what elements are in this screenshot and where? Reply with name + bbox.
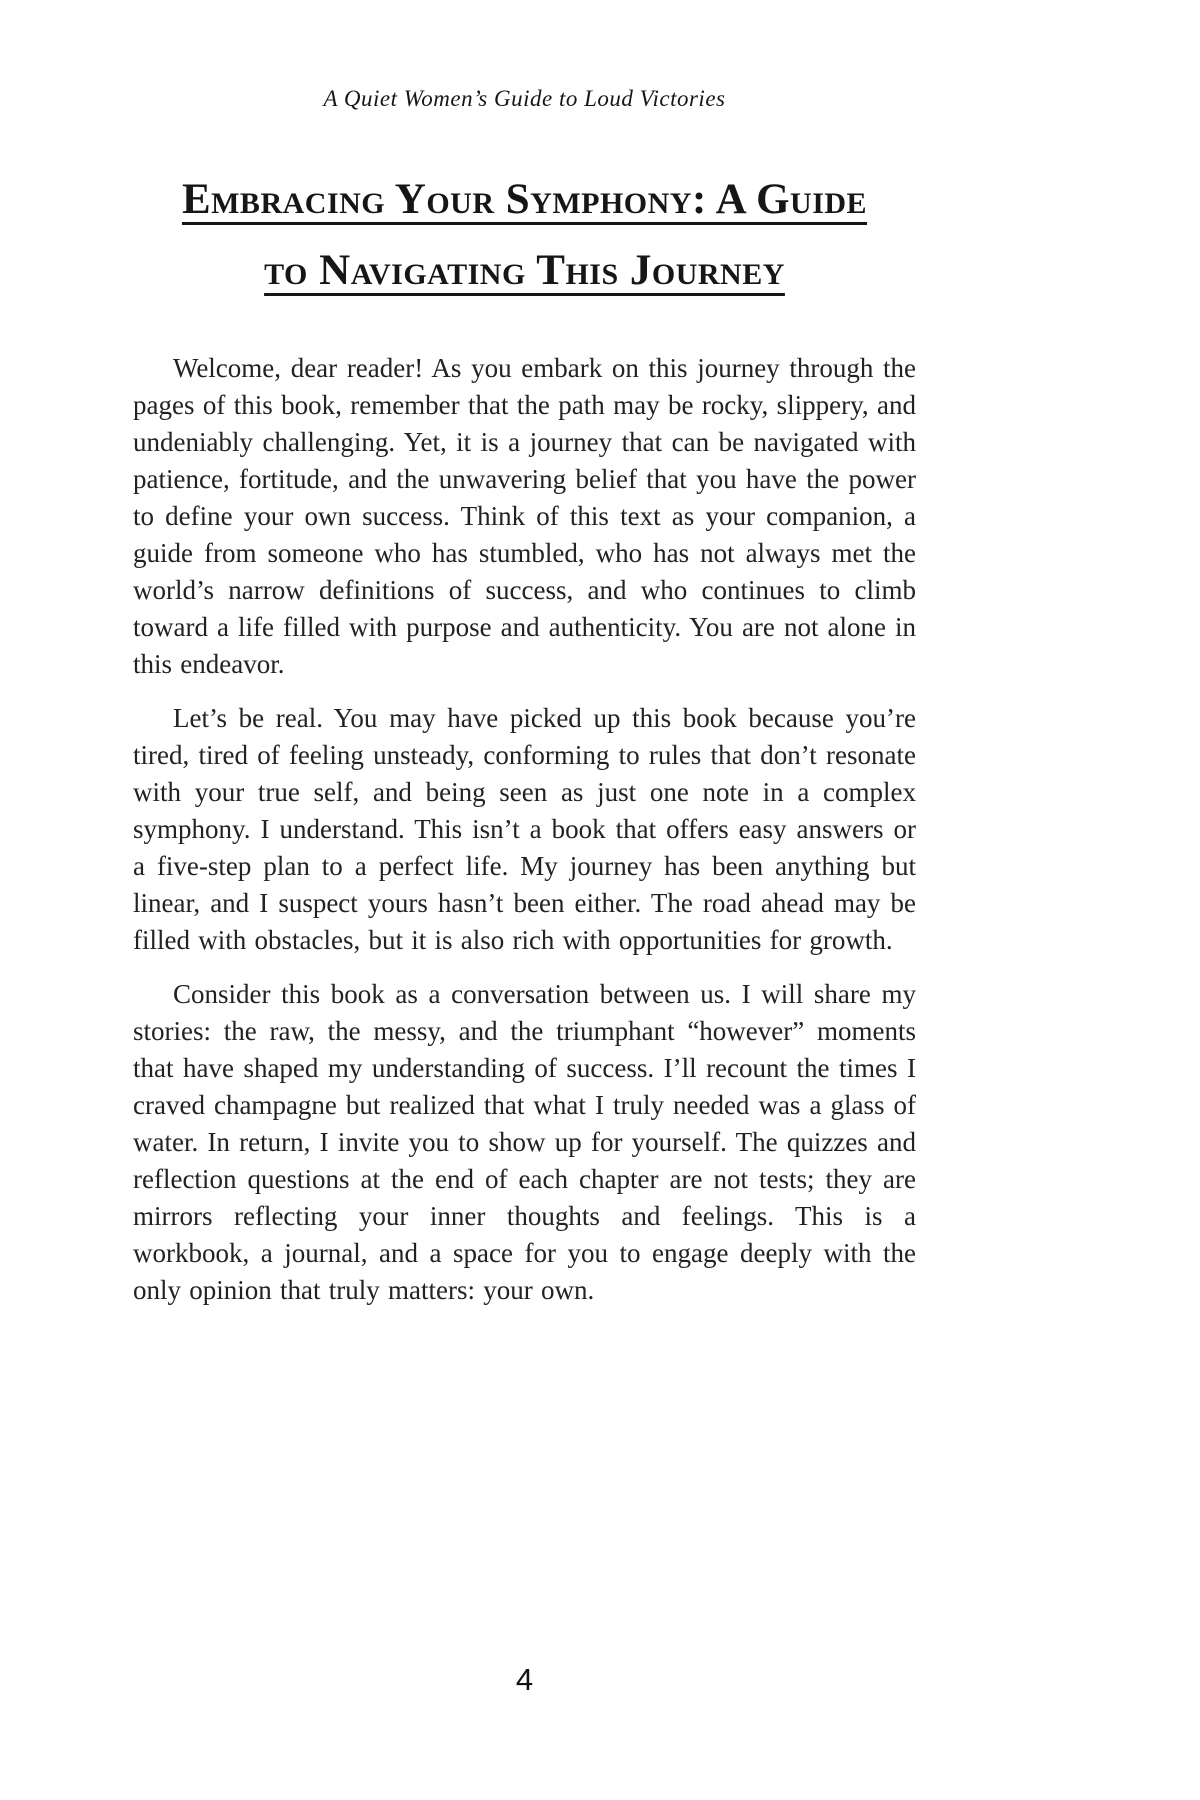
chapter-body: [133, 350, 916, 1309]
chapter-title-line-2: to Navigating This Journey: [264, 247, 785, 294]
text-column: [133, 0, 916, 1326]
paragraph-lets-be-real: Let’s be real. You may have picked up this book because you’re tired, tired of feeling unsteady, conforming to rules that don’t resonate with your true self, and being seen as just one note in a complex symphony. I understand. This isn’t a book that offers easy answers or a five-step plan to a perfect life. My journey has been anything but linear, and I suspect yours hasn’t been either. The road ahead may be filled with obstacles, but it is also rich with opportunities for growth.: [133, 703, 916, 955]
chapter-title: [133, 164, 916, 306]
running-header: A Quiet Women’s Guide to Loud Victories: [323, 86, 726, 111]
chapter-title-line-1: Embracing Your Symphony: A Guide: [181, 176, 868, 223]
page-number: 4: [515, 1662, 534, 1697]
paragraph-consider-this-book: Consider this book as a conversation between us. I will share my stories: the raw, the messy, and the triumphant “however” moments that have shaped my understanding of success. I’ll recount the times I craved champagne but realized that what I truly needed was a glass of water. In return, I invite you to show up for yourself. The quizzes and reflection questions at the end of each chapter are not tests; they are mirrors reflecting your inner thoughts and feelings. This is a workbook, a journal, and a space for you to engage deeply with the only opinion that truly matters: your own.: [133, 979, 916, 1305]
paragraph-welcome: Welcome, dear reader! As you embark on this journey through the pages of this book, remember that the path may be rocky, slippery, and undeniably challenging. Yet, it is a journey that can be navigated with patience, fortitude, and the unwavering belief that you have the power to define your own success. Think of this text as your companion, a guide from someone who has stumbled, who has not always met the world’s narrow definitions of success, and who continues to climb toward a life filled with purpose and authenticity. You are not alone in this endeavor.: [133, 353, 916, 679]
